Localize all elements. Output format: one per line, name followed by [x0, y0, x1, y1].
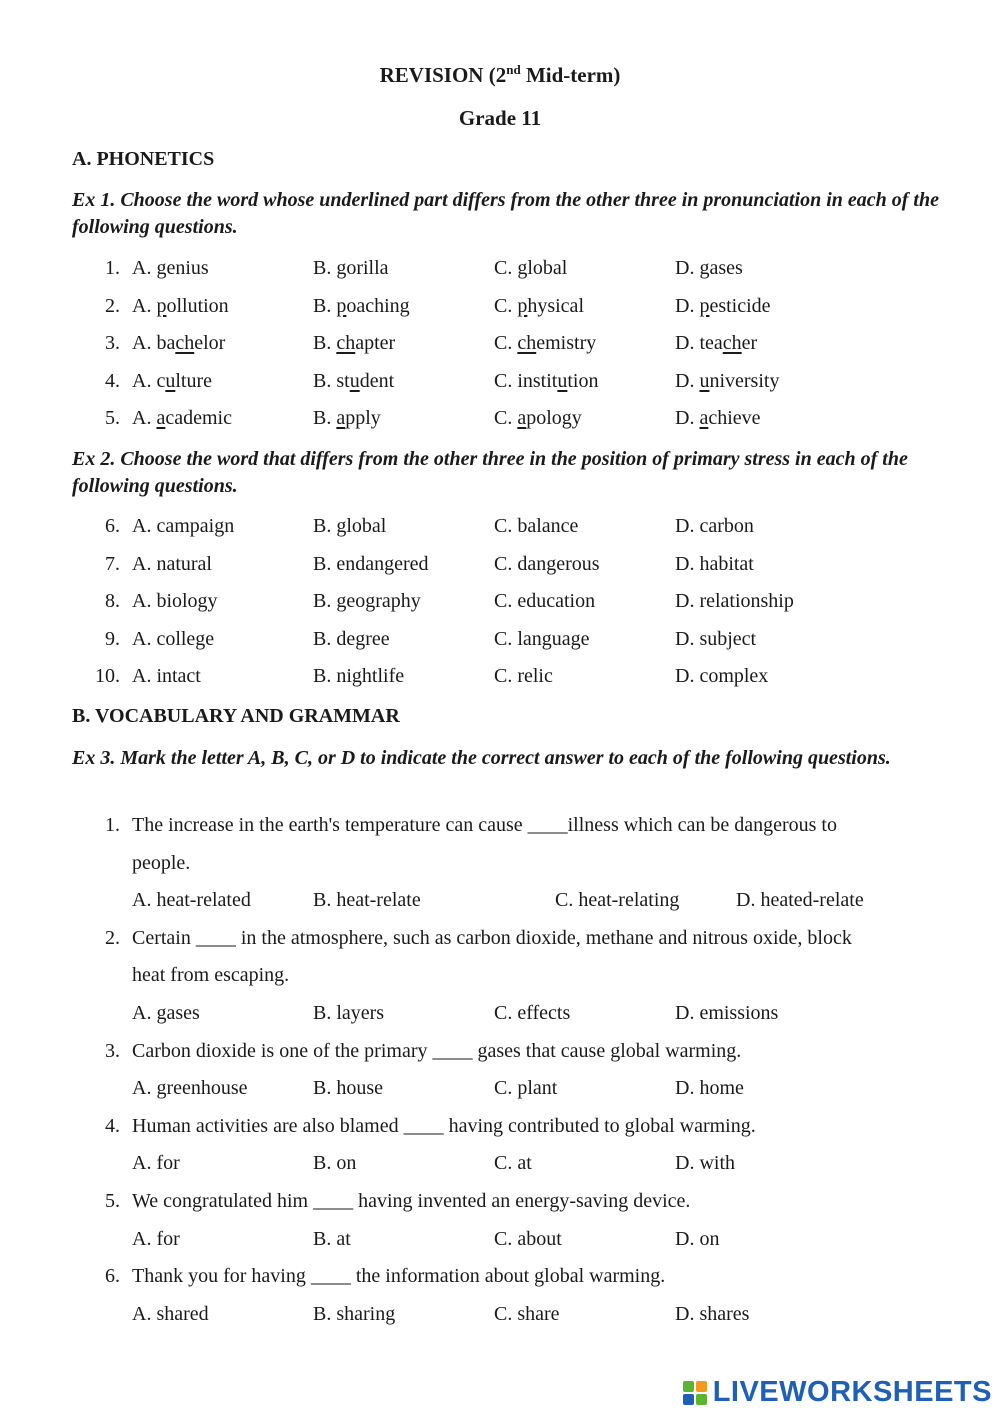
question-number: 7. [105, 552, 120, 575]
underlined-part: ch [336, 332, 356, 355]
liveworksheets-logo-icon [683, 1381, 707, 1405]
question-number: 6. [105, 515, 120, 537]
question-number: 5. [105, 407, 120, 430]
answer-option: B. at [313, 1227, 351, 1250]
underlined-part: p [517, 294, 528, 317]
page-title [0, 62, 1000, 88]
option-text: hysical [527, 294, 584, 317]
underlined-part: ch [175, 332, 195, 355]
option-text: D. [675, 294, 700, 317]
answer-option [675, 257, 743, 280]
answer-option [675, 332, 757, 355]
underlined-part: g [699, 257, 710, 279]
underlined-part: ch [722, 332, 742, 355]
underlined-part: u [557, 369, 568, 392]
answer-option: B. geography [313, 590, 421, 613]
answer-option: C. effects [494, 1002, 571, 1024]
option-text: esticide [709, 294, 771, 317]
option-text: A. [132, 407, 157, 430]
option-text: C. [494, 407, 518, 430]
underlined-part: p [156, 294, 167, 317]
option-text: oaching [346, 294, 410, 317]
answer-option [494, 332, 596, 355]
option-text: C. [494, 332, 518, 355]
option-text: B. [313, 294, 337, 317]
answer-option [132, 332, 225, 355]
answer-option: A. campaign [132, 515, 235, 537]
answer-option: D. subject [675, 627, 757, 650]
option-text: pply [345, 407, 381, 430]
answer-option: A. for [132, 1152, 180, 1175]
option-text: ollution [166, 294, 229, 317]
answer-option [313, 332, 395, 355]
title-prefix: REVISION (2 [379, 63, 507, 87]
answer-option: A. natural [132, 552, 212, 575]
answer-option: A. gases [132, 1002, 200, 1024]
answer-option: D. home [675, 1077, 744, 1100]
option-text: niversity [709, 369, 780, 392]
answer-option: A. greenhouse [132, 1077, 248, 1100]
option-text: C. [494, 294, 518, 317]
answer-option [132, 407, 232, 430]
answer-option: D. shares [675, 1302, 750, 1325]
question-number: 3. [105, 332, 120, 355]
question-text: people. [132, 851, 191, 874]
underlined-part: a [336, 407, 346, 430]
answer-option: B. sharing [313, 1302, 396, 1325]
option-text: chieve [708, 407, 761, 430]
question-number: 8. [105, 590, 120, 613]
question-number: 2. [105, 294, 120, 317]
answer-option: C. heat-relating [555, 889, 680, 912]
answer-option: D. on [675, 1227, 720, 1250]
answer-option: C. relic [494, 665, 553, 688]
underlined-part: p [336, 294, 347, 317]
option-text: emistry [536, 332, 597, 355]
option-text: D. [675, 369, 700, 392]
option-text: D. [675, 407, 700, 430]
option-text: lture [175, 369, 212, 392]
question-text: Human activities are also blamed ____ having contributed to global warming. [132, 1114, 756, 1137]
answer-option: C. at [494, 1152, 532, 1175]
underlined-part: ch [517, 332, 537, 355]
option-text: D. [675, 257, 700, 279]
option-text: A. [132, 257, 157, 279]
option-text: B. [313, 407, 337, 430]
option-text: C. [494, 257, 518, 279]
answer-option: B. on [313, 1152, 357, 1175]
underlined-part: g [156, 257, 167, 279]
option-text: C. instit [494, 369, 558, 392]
question-text: Thank you for having ____ the information about global warming. [132, 1265, 666, 1288]
option-text: elor [194, 332, 226, 355]
question-text: Carbon dioxide is one of the primary ____ gases that cause global warming. [132, 1039, 742, 1062]
answer-option [494, 257, 567, 280]
underlined-part: g [517, 257, 528, 279]
section-vocabulary-grammar: B. VOCABULARY AND GRAMMAR [72, 705, 400, 727]
answer-option: B. nightlife [313, 665, 405, 688]
answer-option: C. plant [494, 1077, 558, 1100]
option-text: A. ba [132, 332, 176, 355]
answer-option: D. carbon [675, 515, 754, 537]
question-number: 3. [105, 1039, 120, 1062]
answer-option: C. about [494, 1227, 562, 1250]
title-suffix: Mid-term) [520, 63, 621, 87]
option-text: pology [526, 407, 582, 430]
section-phonetics: A. PHONETICS [72, 148, 215, 170]
answer-option [675, 295, 771, 318]
answer-option [132, 295, 229, 318]
ex1-instructions: Ex 1. Choose the word whose underlined part differs from the other three in pronunciation in each of the following questions. [72, 189, 939, 238]
answer-option: D. relationship [675, 590, 794, 613]
question-number: 10. [95, 665, 120, 688]
answer-option: D. habitat [675, 552, 754, 575]
answer-option: B. layers [313, 1002, 385, 1024]
question-number: 1. [105, 814, 120, 836]
answer-option [494, 295, 584, 318]
answer-option: A. heat-related [132, 889, 251, 912]
answer-option: C. share [494, 1302, 560, 1325]
answer-option: B. endangered [313, 552, 429, 575]
answer-option [132, 257, 209, 280]
answer-option: C. balance [494, 515, 579, 537]
answer-option: D. emissions [675, 1002, 779, 1024]
option-text: A. [132, 294, 157, 317]
underlined-part: g [336, 257, 347, 279]
answer-option [494, 407, 582, 430]
underlined-part: u [165, 369, 176, 392]
answer-option: A. biology [132, 590, 218, 613]
question-text: heat from escaping. [132, 964, 290, 987]
question-number: 4. [105, 369, 120, 392]
question-number: 1. [105, 257, 120, 279]
question-text: We congratulated him ____ having invented an energy-saving device. [132, 1190, 691, 1212]
underlined-part: u [349, 369, 360, 392]
title-superscript: nd [506, 62, 521, 77]
answer-option [313, 370, 394, 393]
answer-option: C. education [494, 590, 596, 613]
answer-option: B. global [313, 515, 387, 537]
question-number: 2. [105, 926, 120, 949]
option-text: B. [313, 332, 337, 355]
answer-option: B. degree [313, 627, 390, 650]
answer-option: C. language [494, 627, 590, 650]
grade-title: Grade 11 [458, 106, 542, 130]
question-text: The increase in the earth's temperature can cause ____illness which can be dangerous to [132, 814, 837, 836]
option-text: D. tea [675, 332, 723, 355]
answer-option [132, 370, 212, 393]
option-text: apter [355, 332, 396, 355]
answer-option [494, 370, 598, 393]
liveworksheets-logo [713, 1376, 992, 1409]
question-number: 6. [105, 1265, 120, 1288]
underlined-part: p [699, 294, 710, 317]
option-text: cademic [165, 407, 232, 430]
underlined-part: a [517, 407, 527, 430]
answer-option [313, 257, 389, 280]
option-text: B. st [313, 369, 350, 392]
option-text: orilla [346, 257, 389, 279]
underlined-part: a [699, 407, 709, 430]
answer-option: A. intact [132, 665, 201, 688]
answer-option [313, 295, 410, 318]
ex3-instructions: Ex 3. Mark the letter A, B, C, or D to indicate the correct answer to each of the following questions. [72, 747, 891, 769]
question-number: 4. [105, 1114, 120, 1137]
answer-option: C. dangerous [494, 552, 600, 575]
underlined-part: u [699, 369, 710, 392]
answer-option: A. for [132, 1227, 180, 1250]
logo-text: LIVEWORKSHEETS [712, 1376, 992, 1408]
option-text: dent [359, 369, 395, 392]
answer-option: D. heated-relate [736, 889, 864, 912]
option-text: er [741, 332, 758, 355]
answer-option: A. college [132, 627, 215, 650]
answer-option: B. heat-relate [313, 889, 421, 912]
answer-option [675, 370, 779, 393]
answer-option: D. complex [675, 665, 769, 688]
underlined-part: a [156, 407, 166, 430]
option-text: tion [567, 369, 599, 392]
answer-option: A. shared [132, 1302, 209, 1325]
question-number: 9. [105, 627, 120, 650]
question-text: Certain ____ in the atmosphere, such as carbon dioxide, methane and nitrous oxide, block [132, 926, 852, 949]
answer-option: B. house [313, 1077, 383, 1100]
option-text: A. c [132, 369, 166, 392]
question-number: 5. [105, 1190, 120, 1212]
option-text: B. [313, 257, 337, 279]
ex2-instructions: Ex 2. Choose the word that differs from the other three in the position of primary stress in each of the following questions. [72, 448, 908, 497]
answer-option: D. with [675, 1152, 735, 1175]
answer-option [313, 407, 381, 430]
option-text: enius [166, 257, 209, 279]
option-text: lobal [527, 257, 568, 279]
option-text: ases [709, 257, 743, 279]
answer-option [675, 407, 761, 430]
